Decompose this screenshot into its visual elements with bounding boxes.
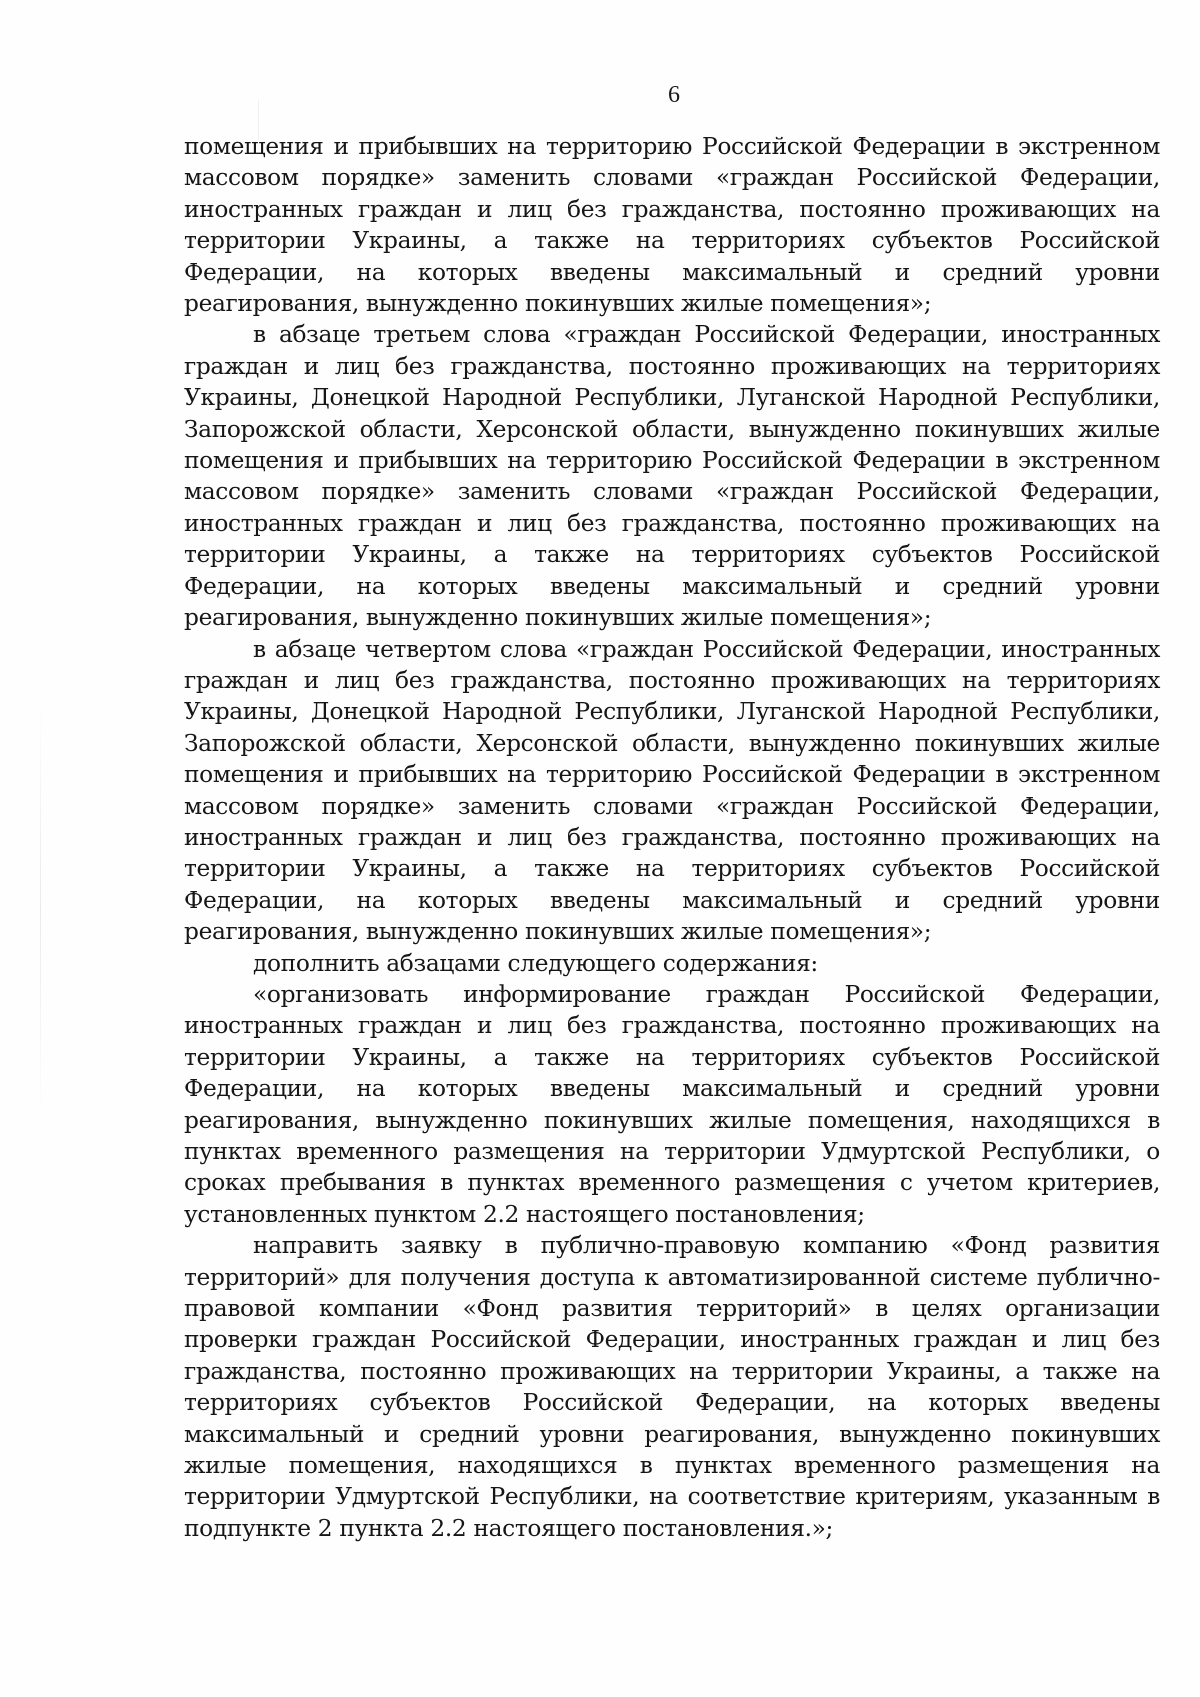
paragraph-supplement-intro: дополнить абзацами следующего содержания:	[253, 949, 818, 977]
page-number: 6	[668, 82, 680, 108]
paragraph-continuation: помещения и прибывших на территорию Российской Федерации в экстренном массовом порядке» заменить словами «граждан Российской Федерации, иностранных граждан и лиц без гражданства, постоянно проживающих на территории Украины, а также на территориях субъектов Российской Федерации, на которых введены максимальный и средний уровни реагирования, вынужденно покинувших жилые помещения»;	[184, 133, 1160, 318]
document-body	[184, 131, 1160, 1544]
paragraph-organize-informing: «организовать информирование граждан Российской Федерации, иностранных граждан и лиц без гражданства, постоянно проживающих на территории Украины, а также на территориях субъектов Российской Федерации, на которых введены максимальный и средний уровни реагирования, вынужденно покинувших жилые помещения, находящихся в пунктах временного размещения на территории Удмуртской Республики, о сроках пребывания в пунктах временного размещения с учетом критериев, установленных пунктом 2.2 настоящего постановления;	[184, 980, 1160, 1228]
paragraph-third-abzac: в абзаце третьем слова «граждан Российской Федерации, иностранных граждан и лиц без гражданства, постоянно проживающих на территориях Украины, Донецкой Народной Республики, Луганской Народной Республики, Запорожской области, Херсонской области, вынужденно покинувших жилые помещения и прибывших на территорию Российской Федерации в экстренном массовом порядке» заменить словами «граждан Российской Федерации, иностранных граждан и лиц без гражданства, постоянно проживающих на территории Украины, а также на территориях субъектов Российской Федерации, на которых введены максимальный и средний уровни реагирования, вынужденно покинувших жилые помещения»;	[184, 321, 1160, 632]
scan-shadow	[40, 700, 41, 1120]
paragraph-send-application: направить заявку в публично-правовую компанию «Фонд развития территорий» для получения доступа к автоматизированной системе публично-правовой компании «Фонд развития территорий» в целях организации проверки граждан Российской Федерации, иностранных граждан и лиц без гражданства, постоянно проживающих на территории Украины, а также на территориях субъектов Российской Федерации, на которых введены максимальный и средний уровни реагирования, вынужденно покинувших жилые помещения, находящихся в пунктах временного размещения на территории Удмуртской Республики, на соответствие критериям, указанным в подпункте 2 пункта 2.2 настоящего постановления.»;	[184, 1232, 1160, 1542]
paragraph-fourth-abzac: в абзаце четвертом слова «граждан Российской Федерации, иностранных граждан и лиц без гражданства, постоянно проживающих на территориях Украины, Донецкой Народной Республики, Луганской Народной Республики, Запорожской области, Херсонской области, вынужденно покинувших жилые помещения и прибывших на территорию Российской Федерации в экстренном массовом порядке» заменить словами «граждан Российской Федерации, иностранных граждан и лиц без гражданства, постоянно проживающих на территории Украины, а также на территориях субъектов Российской Федерации, на которых введены максимальный и средний уровни реагирования, вынужденно покинувших жилые помещения»;	[184, 635, 1160, 946]
